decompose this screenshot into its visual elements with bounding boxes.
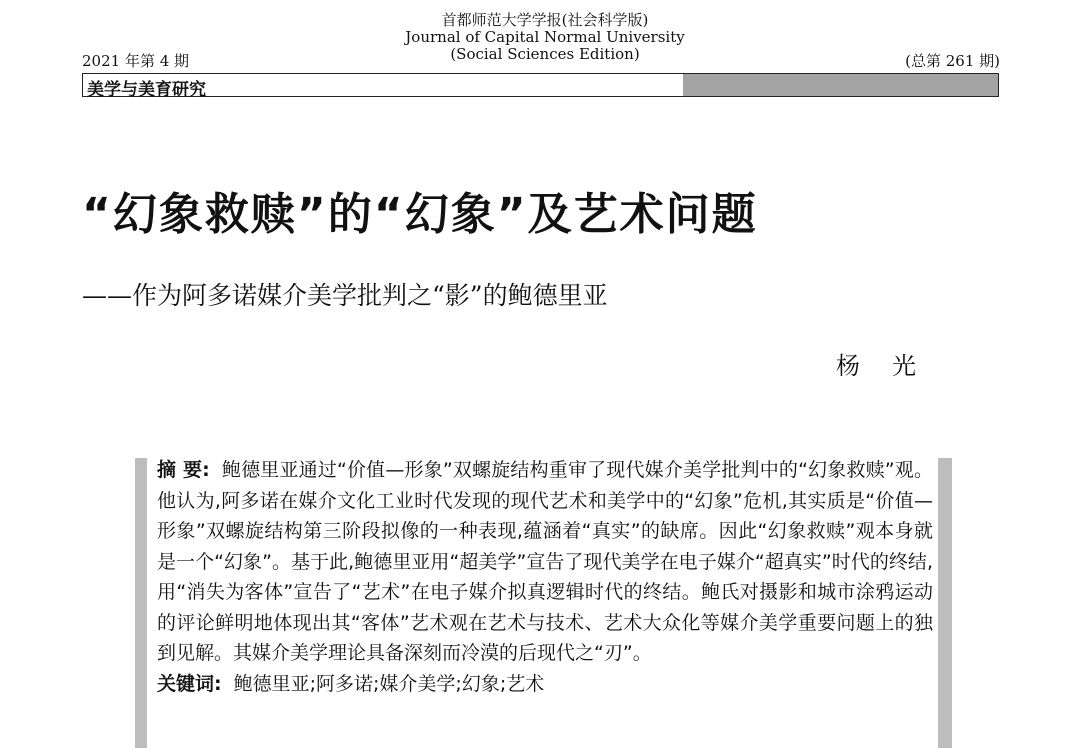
keywords-line: [157, 669, 933, 700]
abstract-box: [135, 458, 952, 748]
journal-title-cn: 首都师范大学学报(社会科学版): [441, 11, 649, 29]
keywords-label: 关键词:: [157, 672, 222, 695]
abstract-body: 鲍德里亚通过“价值—形象”双螺旋结构重审了现代媒介美学批判中的“幻象救赎”观。他认为,阿多诺在媒介文化工业时代发现的现代艺术和美学中的“幻象”危机,其实质是“价值—形象”双螺旋结构第三阶段拟像的一种表现,蕴涵着“真实”的缺席。因此“幻象救赎”观本身就是一个“幻象”。基于此,鲍德里亚用“超美学”宣告了现代美学在电子媒介“超真实”时代的终结,用“消失为客体”宣告了“艺术”在电子媒介拟真逻辑时代的终结。鲍氏对摄影和城市涂鸦运动的评论鲜明地体现出其“客体”艺术观在艺术与技术、艺术大众化等媒介美学重要问题上的独到见解。其媒介美学理论具备深刻而冷漠的后现代之“刃”。: [157, 459, 933, 664]
abstract-label: 摘 要:: [157, 459, 210, 481]
journal-edition-en: (Social Sciences Edition): [450, 45, 640, 63]
abstract-panel: [147, 458, 938, 748]
section-bar: [82, 73, 999, 100]
article-subtitle: ——作为阿多诺媒介美学批判之“影”的鲍德里亚: [82, 281, 608, 310]
article-author: 杨光: [836, 352, 948, 380]
journal-masthead: [380, 12, 710, 63]
keywords-list: 鲍德里亚;阿多诺;媒介美学;幻象;艺术: [233, 672, 545, 695]
journal-title-en: Journal of Capital Normal University: [405, 28, 685, 46]
section-label: 美学与美育研究: [87, 80, 206, 100]
section-bar-shade: [683, 74, 998, 96]
issue-number: 2021 年第 4 期: [82, 52, 190, 70]
abstract: [157, 455, 933, 699]
article-title: “幻象救赎”的“幻象”及艺术问题: [82, 189, 758, 240]
total-issue-number: (总第 261 期): [905, 52, 1000, 70]
